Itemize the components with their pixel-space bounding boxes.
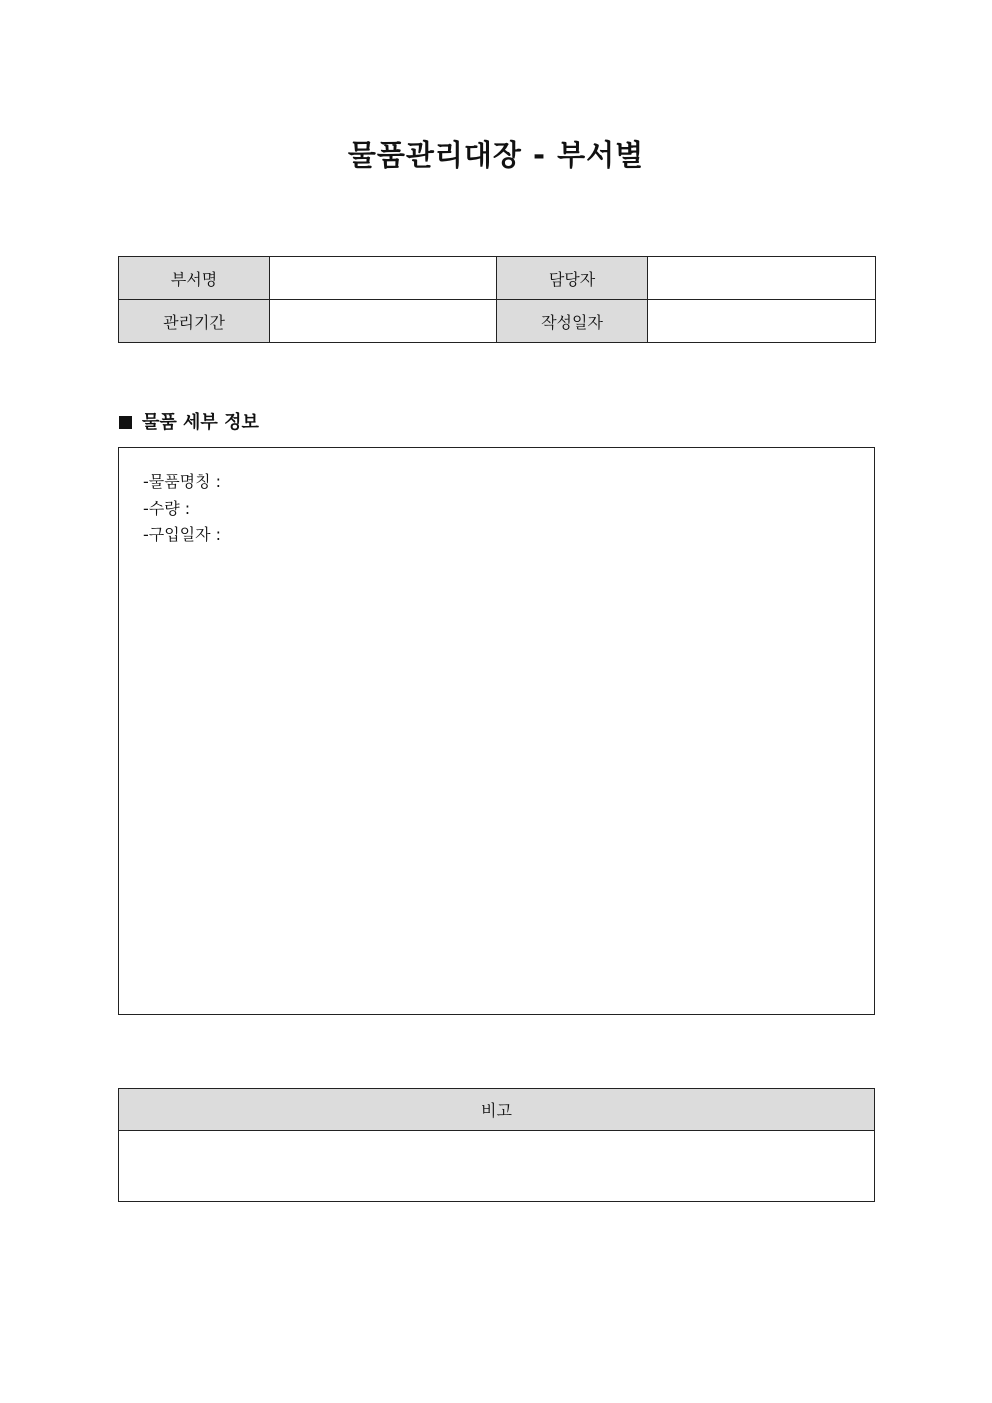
detail-box[interactable] (118, 447, 875, 1015)
date-label: 작성일자 (497, 300, 648, 343)
period-label: 관리기간 (119, 300, 270, 343)
remarks-header: 비고 (119, 1089, 875, 1131)
department-label: 부서명 (119, 257, 270, 300)
section-heading-text: 물품 세부 정보 (142, 412, 259, 433)
page-title: 물품관리대장 - 부서별 (347, 138, 645, 172)
date-value[interactable] (648, 300, 876, 343)
remarks-body[interactable] (119, 1131, 875, 1202)
detail-lines (143, 469, 221, 549)
info-table (118, 256, 876, 343)
period-value[interactable] (270, 300, 497, 343)
info-row-1 (119, 257, 876, 300)
manager-value[interactable] (648, 257, 876, 300)
info-row-2 (119, 300, 876, 343)
quantity-line: -수량 : (143, 498, 191, 518)
square-bullet-icon (119, 416, 132, 429)
manager-label: 담당자 (497, 257, 648, 300)
purchase-date-line: -구입일자 : (143, 525, 222, 544)
remarks-table (118, 1088, 875, 1202)
department-value[interactable] (270, 257, 497, 300)
item-name-line: -물품명칭 : (143, 472, 222, 491)
section-heading (119, 410, 259, 436)
